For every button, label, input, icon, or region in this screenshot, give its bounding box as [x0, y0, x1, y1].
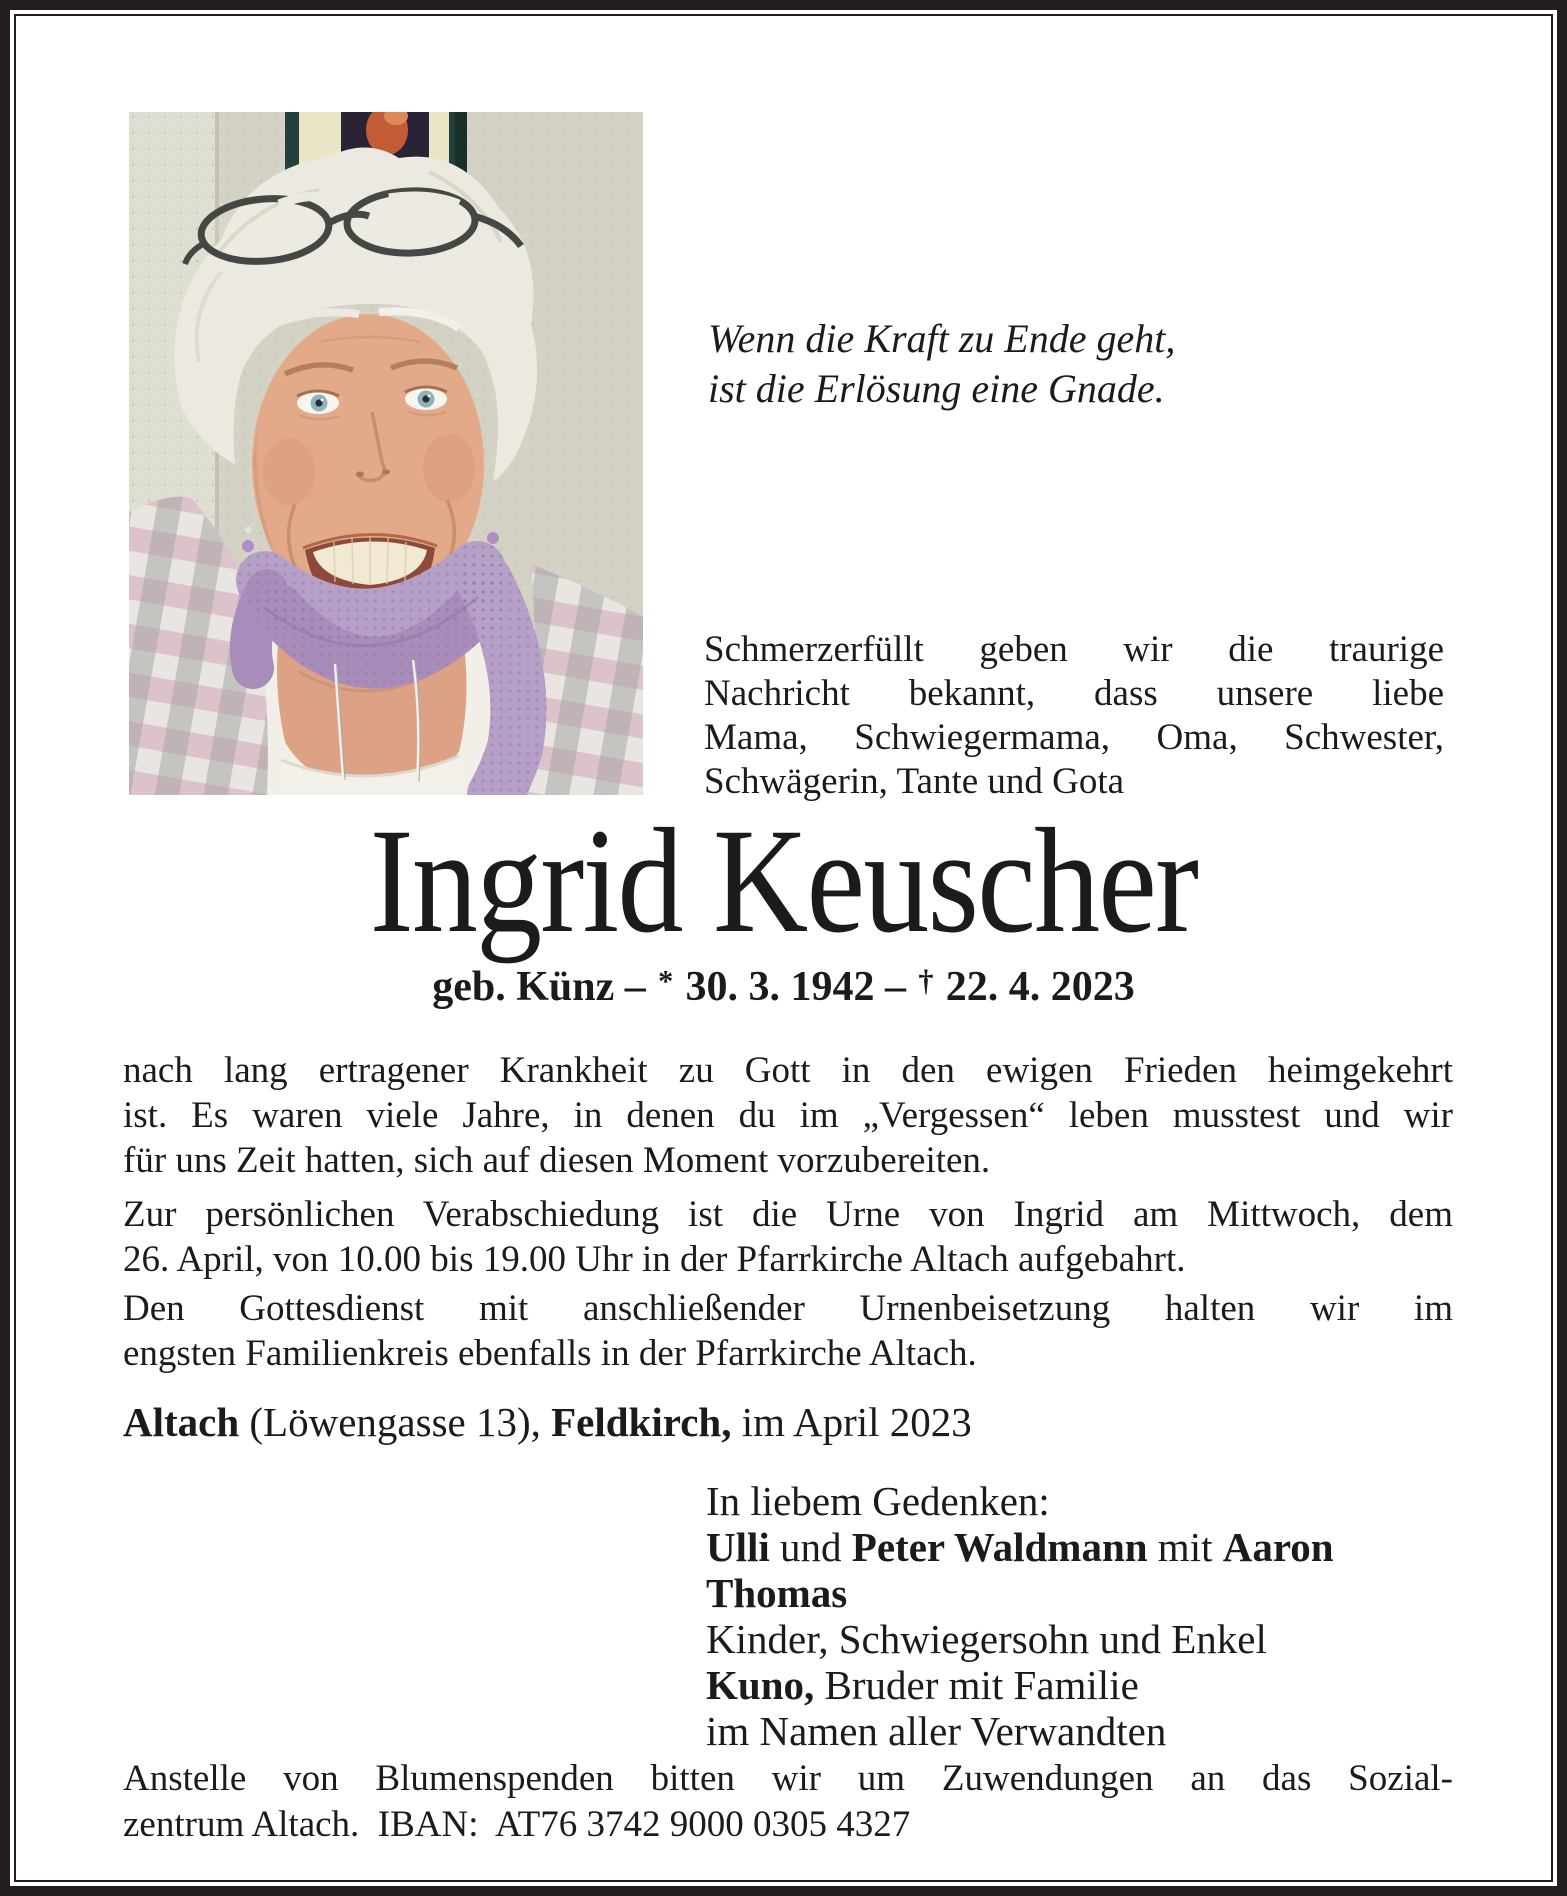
place-city: Altach: [123, 1399, 240, 1445]
mourners-text: Bruder mit Familie: [814, 1662, 1139, 1708]
announcement-line: Schwägerin, Tante und Gota: [704, 761, 1125, 802]
portrait-illustration: [129, 112, 643, 795]
body-line: engsten Familienkreis ebenfalls in der Pfarrkirche Altach.: [123, 1333, 977, 1374]
mourners-line: [706, 1662, 1451, 1708]
mourner-name: Aaron: [1222, 1524, 1334, 1570]
separator: –: [874, 964, 917, 1010]
place-address: (Löwengasse 13),: [239, 1399, 552, 1445]
epitaph-quote: [708, 314, 1268, 414]
death-dagger-symbol: †: [918, 963, 934, 998]
body-line: Zur persönlichen Verabschiedung ist die Urne von Ingrid am Mittwoch, dem: [123, 1194, 1453, 1235]
body-line: ist. Es waren viele Jahre, in denen du im „Vergessen“ leben musstest und wir: [123, 1095, 1453, 1136]
donation-line: Anstelle von Blumenspenden bitten wir um Zuwendungen an das Sozial-: [123, 1758, 1453, 1799]
mourner-name: Peter Waldmann: [851, 1524, 1148, 1570]
epitaph-line: Wenn die Kraft zu Ende geht,: [708, 316, 1176, 361]
body-paragraph-3: [123, 1286, 1453, 1376]
body-line: Den Gottesdienst mit anschließender Urnenbeisetzung halten wir im: [123, 1288, 1453, 1329]
closing-date: im April 2023: [731, 1399, 972, 1445]
announcement-line: Schmerzerfüllt geben wir die traurige: [704, 629, 1444, 670]
mourner-name: Ulli: [706, 1524, 770, 1570]
body-line: für uns Zeit hatten, sich auf diesen Moment vorzubereiten.: [123, 1140, 991, 1181]
mourners-text: mit: [1147, 1524, 1223, 1570]
place-date-line: [123, 1398, 1453, 1446]
mourner-name: Thomas: [706, 1570, 848, 1616]
birth-date: 30. 3. 1942: [675, 964, 875, 1010]
donation-note: [123, 1756, 1453, 1848]
announcement-line: Nachricht bekannt, dass unsere liebe: [704, 673, 1444, 714]
mourners-relation: Kinder, Schwiegersohn und Enkel: [706, 1616, 1267, 1662]
body-line: nach lang ertragener Krankheit zu Gott in den ewigen Frieden heimgekehrt: [123, 1050, 1453, 1091]
birth-death-line: [16, 962, 1551, 1012]
mourners-text: und: [769, 1524, 852, 1570]
maiden-name: geb. Künz: [432, 964, 615, 1010]
mourners-closing: im Namen aller Verwandten: [706, 1708, 1167, 1754]
body-paragraph-1: [123, 1048, 1453, 1183]
mourners-block: [706, 1478, 1451, 1754]
donation-line-iban: zentrum Altach. IBAN: AT76 3742 9000 0305 4327: [123, 1804, 911, 1845]
birth-star-symbol: *: [658, 963, 674, 998]
epitaph-line: ist die Erlösung eine Gnade.: [708, 366, 1165, 411]
place-city-2: Feldkirch,: [551, 1399, 732, 1445]
portrait-photo: [129, 112, 643, 795]
separator: –: [614, 964, 657, 1010]
announcement-line: Mama, Schwiegermama, Oma, Schwester,: [704, 717, 1444, 758]
announcement-paragraph: [704, 628, 1444, 804]
body-paragraph-2: [123, 1192, 1453, 1282]
deceased-name: Ingrid Keuscher: [369, 798, 1198, 964]
mourner-name: Kuno,: [706, 1662, 815, 1708]
memorial-intro: In liebem Gedenken:: [706, 1478, 1050, 1524]
mourners-line: [706, 1524, 1451, 1570]
death-date: 22. 4. 2023: [935, 964, 1135, 1010]
body-line: 26. April, von 10.00 bis 19.00 Uhr in der Pfarrkirche Altach aufgebahrt.: [123, 1239, 1186, 1280]
